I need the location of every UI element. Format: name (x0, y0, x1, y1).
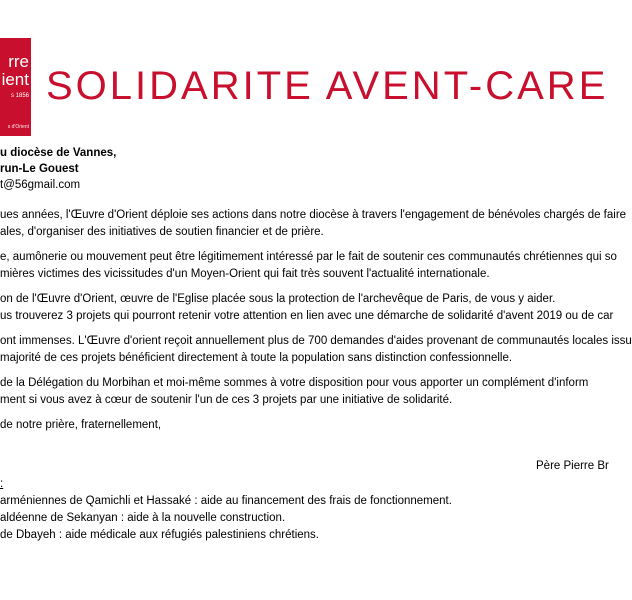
oeuvre-orient-logo (0, 38, 31, 136)
paragraph-4-line-1: ont immenses. L'Œuvre d'orient reçoit annuellement plus de 700 demandes d'aides provenant de communautés locales issu (0, 335, 632, 347)
projects-list (0, 476, 452, 544)
paragraph-3-line-1: on de l'Œuvre d'Orient, œuvre de l'Eglise placée sous la protection de l'archevêque de Paris, de vous y aider. (0, 293, 556, 305)
paragraph-2-line-2: mières victimes des vicissitudes d'un Moyen-Orient qui fait très souvent l'actualité internationale. (0, 268, 490, 280)
signature: Père Pierre Br (536, 460, 609, 472)
project-item-1: arméniennes de Qamichli et Hassaké : aide au financement des frais de fonctionnement. (0, 495, 452, 507)
logo-text-line-1: rre (8, 52, 29, 71)
project-item-3: de Dbayeh : aide médicale aux réfugiés palestiniens chrétiens. (0, 529, 319, 541)
logo-founded-year: s 1856 (10, 93, 29, 99)
page-title: SOLIDARITE AVENT-CARE (46, 64, 609, 108)
contact-block (0, 145, 116, 193)
paragraph-6-line-1: de notre prière, fraternellement, (0, 419, 162, 431)
logo-text-line-2: ient (1, 70, 29, 89)
paragraph-5 (0, 375, 600, 409)
paragraph-3 (0, 291, 614, 325)
paragraph-3-line-2: us trouverez 3 projets qui pourront retenir votre attention en lien avec une démarche de solidarité d'avent 2019 ou de car (0, 310, 614, 322)
paragraph-2-line-1: e, aumônerie ou mouvement peut être légitimement intéressé par le fait de soutenir ces communautés chrétiennes qui so (0, 251, 617, 263)
paragraph-6 (0, 417, 600, 434)
paragraph-4 (0, 333, 632, 367)
paragraph-5-line-1: de la Délégation du Morbihan et moi-même sommes à votre disposition pour vous apporter un complément d'inform (0, 377, 589, 389)
paragraph-4-line-2: majorité de ces projets bénéficient directement à toute la population sans distinction confessionnelle. (0, 352, 513, 364)
paragraph-1-line-1: ues années, l'Œuvre d'Orient déploie ses actions dans notre diocèse à travers l'engagement de bénévoles chargés de faire (0, 209, 627, 221)
contact-name: run-Le Gouest (0, 163, 79, 175)
paragraph-1-line-2: ales, d'organiser des initiatives de soutien financier et de prière. (0, 226, 324, 238)
contact-diocese: u diocèse de Vannes, (0, 147, 117, 159)
paragraph-1 (0, 207, 627, 241)
paragraph-2 (0, 249, 617, 283)
projects-heading: : (0, 478, 4, 490)
contact-email: t@56gmail.com (0, 179, 81, 191)
logo-footer-text: s d'Orient (7, 124, 29, 130)
project-item-2: aldéenne de Sekanyan : aide à la nouvelle construction. (0, 512, 286, 524)
paragraph-5-line-2: ment si vous avez à cœur de soutenir l'un de ces 3 projets par une initiative de solidarité. (0, 394, 453, 406)
